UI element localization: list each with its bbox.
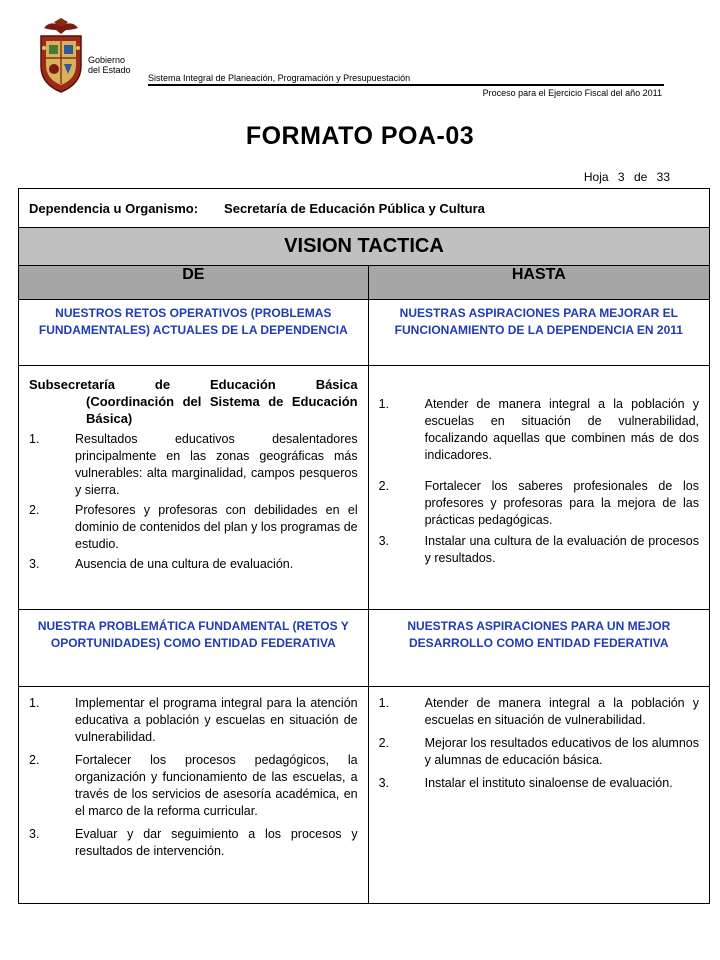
list-item <box>29 431 358 499</box>
item-number: 2. <box>378 479 390 493</box>
list-item <box>29 695 358 746</box>
section-title-row <box>19 228 710 266</box>
government-label <box>88 55 131 75</box>
column-hasta: HASTA <box>368 266 709 300</box>
item-number: 3. <box>378 534 390 548</box>
list-item <box>379 695 699 729</box>
block1-content-row <box>19 366 710 610</box>
sub-head-rest: (Coordinación del Sistema de Educación Básica) <box>86 394 358 426</box>
list-item <box>379 735 699 769</box>
block1-left-list <box>29 431 358 573</box>
list-item <box>379 533 699 567</box>
dependencia-row <box>19 189 710 228</box>
list-item <box>29 752 358 820</box>
block2-header-row <box>19 610 710 687</box>
block1-header-row <box>19 300 710 366</box>
item-text: Instalar el instituto sinaloense de evaluación. <box>424 776 673 790</box>
page-current: 3 <box>617 170 625 184</box>
block1-left-cell <box>19 366 369 610</box>
sub-head-word: de <box>154 377 171 392</box>
sub-head-word: Subsecretaría <box>29 377 115 392</box>
block1-left-header: NUESTROS RETOS OPERATIVOS (PROBLEMAS FUNDAMENTALES) ACTUALES DE LA DEPENDENCIA <box>19 300 369 366</box>
de-label: de <box>633 170 648 184</box>
item-text: Atender de manera integral a la población y escuelas en situación de vulnerabilidad, focalizando aquellas que combinen más de dos indicadores. <box>424 397 699 462</box>
list-item <box>29 502 358 553</box>
list-item <box>29 826 358 860</box>
system-name: Sistema Integral de Planeación, Programación y Presupuestación <box>148 73 411 83</box>
block1-right-header: NUESTRAS ASPIRACIONES PARA MEJORAR EL FUNCIONAMIENTO DE LA DEPENDENCIA EN 2011 <box>368 300 709 366</box>
item-text: Evaluar y dar seguimiento a los procesos y resultados de intervención. <box>75 827 358 858</box>
item-number: 2. <box>29 503 40 517</box>
sub-head-word: Educación <box>210 377 276 392</box>
item-text: Profesores y profesoras con debilidades en el dominio de contenidos del plan y los programas de estudio. <box>75 503 358 551</box>
dependencia-label: Dependencia u Organismo: <box>29 201 199 216</box>
item-text: Mejorar los resultados educativos de los alumnos y alumnas de educación básica. <box>424 736 699 767</box>
process-text: Proceso para el Ejercicio Fiscal del año 2011 <box>482 88 662 98</box>
block2-content-row <box>19 687 710 904</box>
item-number: 3. <box>378 776 390 790</box>
list-item <box>29 556 358 573</box>
item-text: Fortalecer los procesos pedagógicos, la organización y funcionamiento de las escuelas, a través de los servicios de asesoría académica, en el marco de la reforma curricular. <box>75 753 358 818</box>
block2-right-header: NUESTRAS ASPIRACIONES PARA UN MEJOR DESARROLLO COMO ENTIDAD FEDERATIVA <box>368 610 709 687</box>
header-rule <box>148 84 664 86</box>
item-number: 1. <box>378 696 390 710</box>
page-title: FORMATO POA-03 <box>245 122 475 150</box>
hoja-label: Hoja <box>583 170 609 184</box>
dependencia-value: Secretaría de Educación Pública y Cultura <box>224 201 485 216</box>
gov-line-1: Gobierno <box>88 55 126 65</box>
vision-tactica-table <box>18 188 710 904</box>
item-number: 2. <box>378 736 390 750</box>
state-seal-icon <box>36 18 86 96</box>
section-title: VISION TACTICA <box>19 228 710 266</box>
block2-right-cell <box>368 687 709 904</box>
page-total: 33 <box>656 170 670 184</box>
item-number: 1. <box>378 397 390 411</box>
gov-line-2: del Estado <box>88 65 131 75</box>
block2-left-header: NUESTRA PROBLEMÁTICA FUNDAMENTAL (RETOS Y OPORTUNIDADES) COMO ENTIDAD FEDERATIVA <box>19 610 369 687</box>
column-de: DE <box>19 266 369 300</box>
list-item <box>379 396 699 464</box>
item-number: 2. <box>29 753 40 767</box>
subsecretaria-heading <box>29 376 358 427</box>
item-text: Instalar una cultura de la evaluación de procesos y resultados. <box>424 534 699 565</box>
list-item <box>379 775 699 792</box>
item-number: 1. <box>29 696 40 710</box>
page-counter <box>584 170 670 184</box>
block2-right-list <box>379 695 699 792</box>
page-header <box>0 0 720 110</box>
column-header-row <box>19 266 710 300</box>
block1-right-cell <box>368 366 709 610</box>
block1-right-list <box>379 396 699 567</box>
item-text: Resultados educativos desalentadores principalmente en las zonas geográficas más vulnerables: alta marginalidad, campos pesqueros y sierra. <box>75 432 358 497</box>
dependencia-cell <box>19 189 710 228</box>
sub-head-word: Básica <box>315 377 358 392</box>
item-text: Implementar el programa integral para la atención educativa a población y escuelas en situación de vulnerabilidad. <box>75 696 358 744</box>
item-text: Ausencia de una cultura de evaluación. <box>75 557 294 571</box>
item-text: Atender de manera integral a la población y escuelas en situación de vulnerabilidad. <box>424 696 699 727</box>
item-number: 3. <box>29 827 40 841</box>
block2-left-cell <box>19 687 369 904</box>
block2-left-list <box>29 695 358 860</box>
list-item <box>379 478 699 529</box>
item-number: 3. <box>29 557 40 571</box>
item-number: 1. <box>29 432 40 446</box>
item-text: Fortalecer los saberes profesionales de los profesores y profesoras para la mejora de las prácticas pedagógicas. <box>424 479 699 527</box>
